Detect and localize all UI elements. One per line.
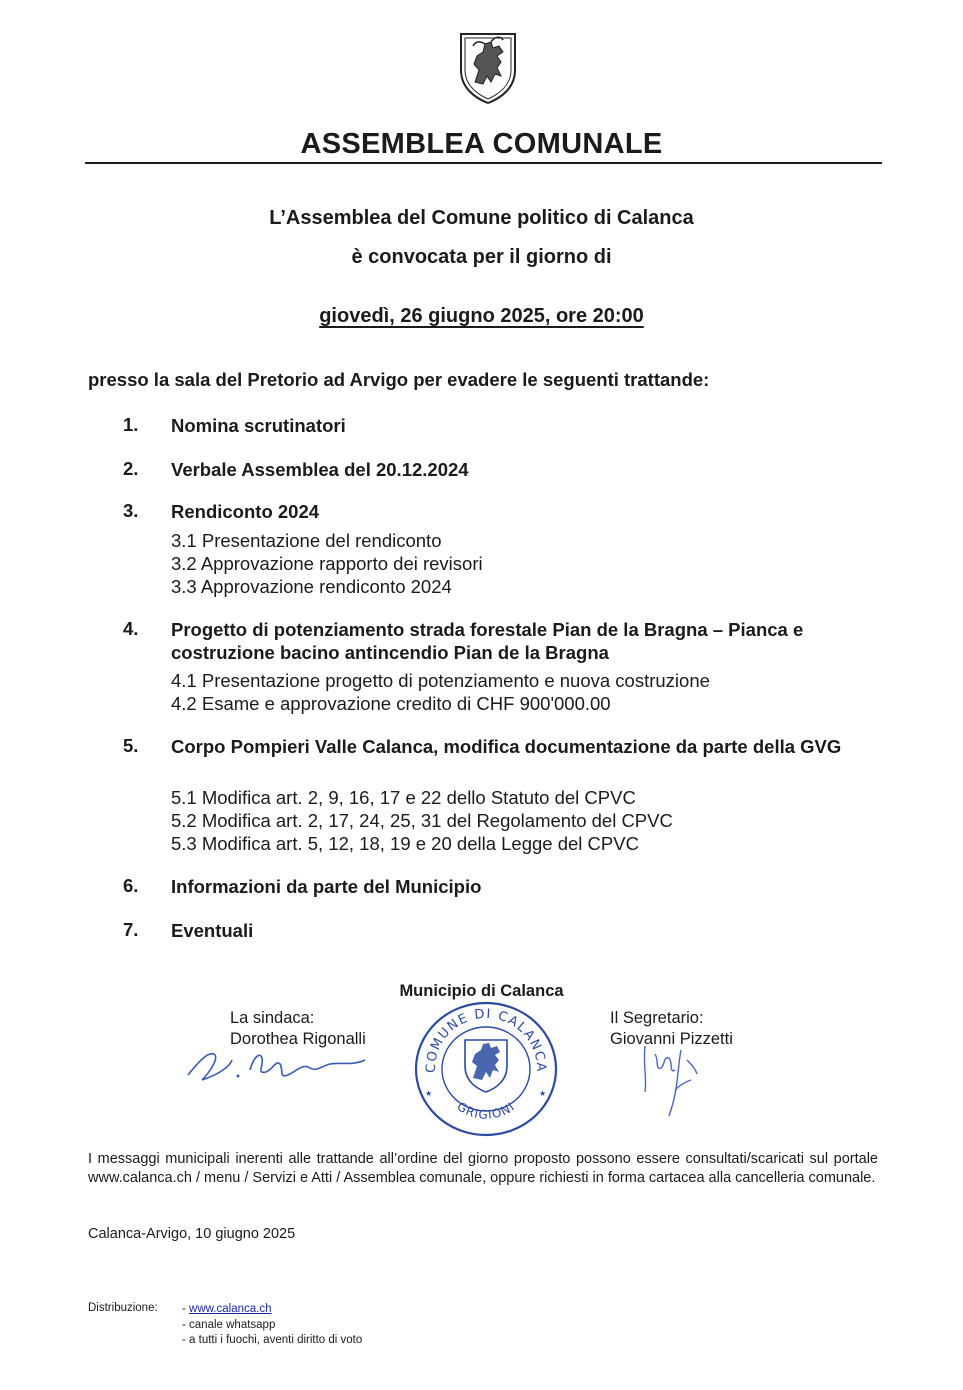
distribution-item: - canale whatsapp [182, 1319, 276, 1331]
agenda-subitem: 5.2 Modifica art. 2, 17, 24, 25, 31 del Regolamento del CPVC [171, 810, 673, 831]
seal-bottom-text: GRIGIONI [454, 1099, 518, 1122]
agenda-subitem: 4.1 Presentazione progetto di potenziamento e nuova costruzione [171, 670, 710, 691]
seal-top-text: COMUNE DI CALANCA [423, 1006, 549, 1074]
agenda-title: Progetto di potenziamento strada forestale Pian de la Bragna – Pianca e costruzione bacino antincendio Pian de la Bragna [171, 619, 804, 663]
agenda-title: Eventuali [171, 920, 254, 941]
agenda-title: Informazioni da parte del Municipio [171, 876, 482, 897]
agenda-number: 7. [123, 919, 139, 940]
agenda-subitem: 3.3 Approvazione rendiconto 2024 [171, 576, 452, 597]
agenda-number: 6. [123, 875, 139, 896]
distribution-item-text: a tutti i fuochi, aventi diritto di voto [189, 1334, 363, 1346]
agenda-subitem: 3.1 Presentazione del rendiconto [171, 530, 442, 551]
agenda-subitem: 3.2 Approvazione rapporto dei revisori [171, 553, 483, 574]
distribution-item-text: canale whatsapp [189, 1319, 276, 1331]
agenda-number: 5. [123, 735, 139, 756]
secretary-signature [625, 1040, 715, 1120]
distribution-label: Distribuzione: [88, 1302, 158, 1314]
agenda-subitem: 5.1 Modifica art. 2, 9, 16, 17 e 22 dello Statuto del CPVC [171, 787, 636, 808]
intro-line-1: L’Assemblea del Comune politico di Calanca [269, 207, 694, 229]
agenda-title: Rendiconto 2024 [171, 501, 320, 522]
agenda-title: Verbale Assemblea del 20.12.2024 [171, 459, 469, 480]
page-title: ASSEMBLEA COMUNALE [300, 128, 663, 160]
meeting-date: giovedì, 26 giugno 2025, ore 20:00 [319, 305, 644, 327]
agenda-number: 2. [123, 458, 139, 479]
municipality-name: Municipio di Calanca [399, 982, 564, 1000]
mayor-signature [180, 1030, 380, 1090]
title-divider [85, 162, 882, 164]
agenda-subitem: 5.3 Modifica art. 5, 12, 18, 19 e 20 della Legge del CPVC [171, 833, 639, 854]
agenda-title: Nomina scrutinatori [171, 415, 346, 436]
svg-text:GRIGIONI [454, 1099, 517, 1122]
mayor-role: La sindaca: [230, 1009, 315, 1027]
place-and-date: Calanca-Arvigo, 10 giugno 2025 [88, 1226, 296, 1242]
agenda-number: 4. [123, 618, 139, 639]
secretary-name: Giovanni Pizzetti [610, 1030, 733, 1048]
agenda-subitem: 4.2 Esame e approvazione credito di CHF 900'000.00 [171, 693, 611, 714]
intro-line-2: è convocata per il giorno di [351, 246, 612, 268]
agenda-title: Corpo Pompieri Valle Calanca, modifica documentazione da parte della GVG [171, 736, 842, 757]
notice-paragraph: I messaggi municipali inerenti alle trattande all’ordine del giorno proposto possono essere consultati/scaricati sul portale www.calanca.ch / menu / Servizi e Atti / Assemblea comunale, oppure richiesti in forma cartacea alla cancelleria comunale. [88, 1151, 878, 1186]
mayor-name: Dorothea Rigonalli [230, 1030, 366, 1048]
distribution-item: - a tutti i fuochi, aventi diritto di voto [182, 1334, 363, 1346]
agenda-number: 3. [123, 500, 139, 521]
secretary-role: Il Segretario: [610, 1009, 704, 1027]
venue-line: presso la sala del Pretorio ad Arvigo per evadere le seguenti trattande: [88, 369, 710, 390]
distribution-item: - www.calanca.ch [182, 1303, 272, 1315]
agenda-number: 1. [123, 414, 139, 435]
website-link[interactable]: www.calanca.ch [189, 1303, 272, 1315]
seal-star-icon: ★ [539, 1089, 547, 1098]
seal-star-icon: ★ [425, 1089, 433, 1098]
coat-of-arms-icon [457, 30, 519, 106]
municipal-seal [413, 1000, 559, 1138]
